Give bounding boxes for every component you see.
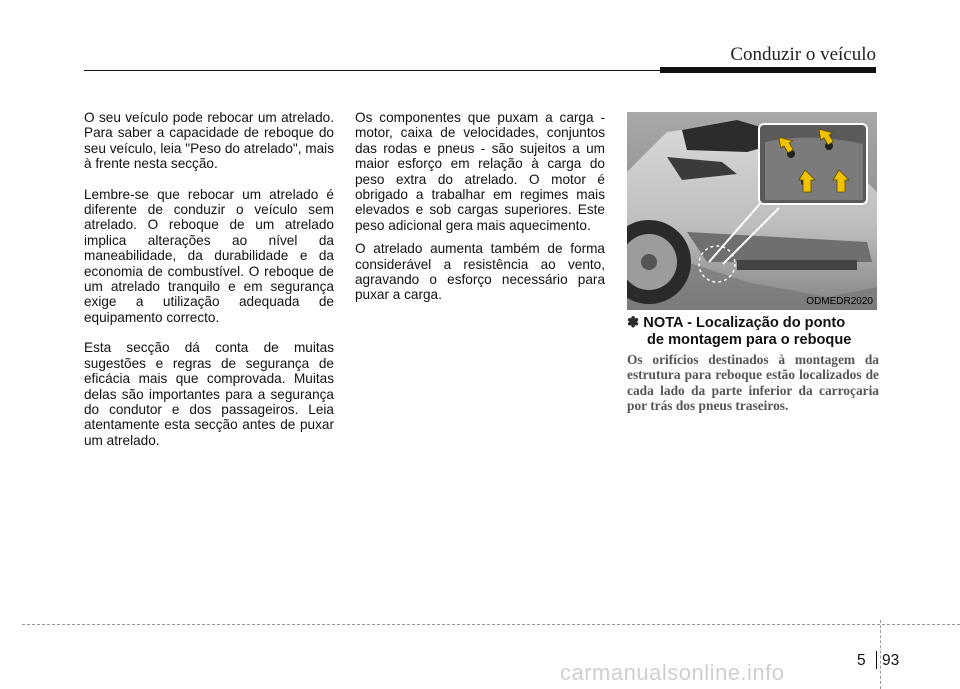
- left-text-column: [84, 110, 334, 463]
- note-symbol-icon: ✽: [627, 315, 640, 331]
- paragraph: Lembre-se que rebocar um atrelado é diferente de conduzir o veículo sem atrelado. O reboque de um atrelado implica alterações ao nível da maneabilidade, da durabilidade e da economia de combustível. O reboque de um atrelado tranquilo e em segurança exige a utilização adequada de equipamento correcto.: [84, 186, 334, 325]
- inset-detail: [765, 137, 863, 200]
- note-body: Os orifícios destinados à montagem da estrutura para reboque estão localizados de cada lado da parte inferior da carroçaria por trás dos pneus traseiros.: [627, 352, 879, 414]
- watermark: carmanualsonline.info: [560, 660, 785, 685]
- note-label: NOTA: [643, 315, 684, 331]
- chapter-number: 5: [857, 652, 866, 669]
- page-number: 93: [882, 652, 900, 669]
- paragraph: O atrelado aumenta também de forma considerável a resistência ao vento, agravando o esforço necessário para puxar a carga.: [355, 241, 605, 303]
- note-dash: -: [683, 315, 697, 331]
- paragraph: Esta secção dá conta de muitas sugestões e regras de segurança de eficácia mais que comprovada. Muitas delas são importantes para a segurança do condutor e dos passageiros. Leia atentamente esta secção antes de puxar um atrelado.: [84, 340, 334, 448]
- page-header-title: Conduzir o veículo: [730, 44, 876, 65]
- page-number-separator: [876, 651, 877, 669]
- tow-mounting-figure: [627, 112, 877, 310]
- note-heading: [627, 315, 879, 349]
- header-rule-accent: [660, 67, 876, 73]
- vehicle-rear-illustration: [627, 112, 877, 310]
- figure-code: ODMEDR2020: [806, 296, 873, 307]
- note-title-line2: de montagem para o reboque: [647, 332, 852, 348]
- footer-rule: [22, 624, 960, 625]
- paragraph: Os componentes que puxam a carga - motor, caixa de velocidades, conjuntos das rodas e pneus - são sujeitos a um maior esforço em relação à carga do peso extra do atrelado. O motor é obrigado a trabalhar em regimes mais elevados e sob cargas superiores. Este peso adicional gera mais aquecimento.: [355, 110, 605, 233]
- note-title-line1: Localização do ponto: [696, 315, 846, 331]
- wheel-hub: [641, 254, 657, 270]
- bumper-trim: [737, 260, 857, 270]
- paragraph: O seu veículo pode rebocar um atrelado. Para saber a capacidade de reboque do seu veículo, leia "Peso do atrelado", mais à frente nesta secção.: [84, 110, 334, 172]
- middle-text-column: [355, 110, 605, 311]
- header-rule: [84, 70, 664, 71]
- note-box: [627, 315, 879, 414]
- footer-vertical-rule: [880, 620, 881, 689]
